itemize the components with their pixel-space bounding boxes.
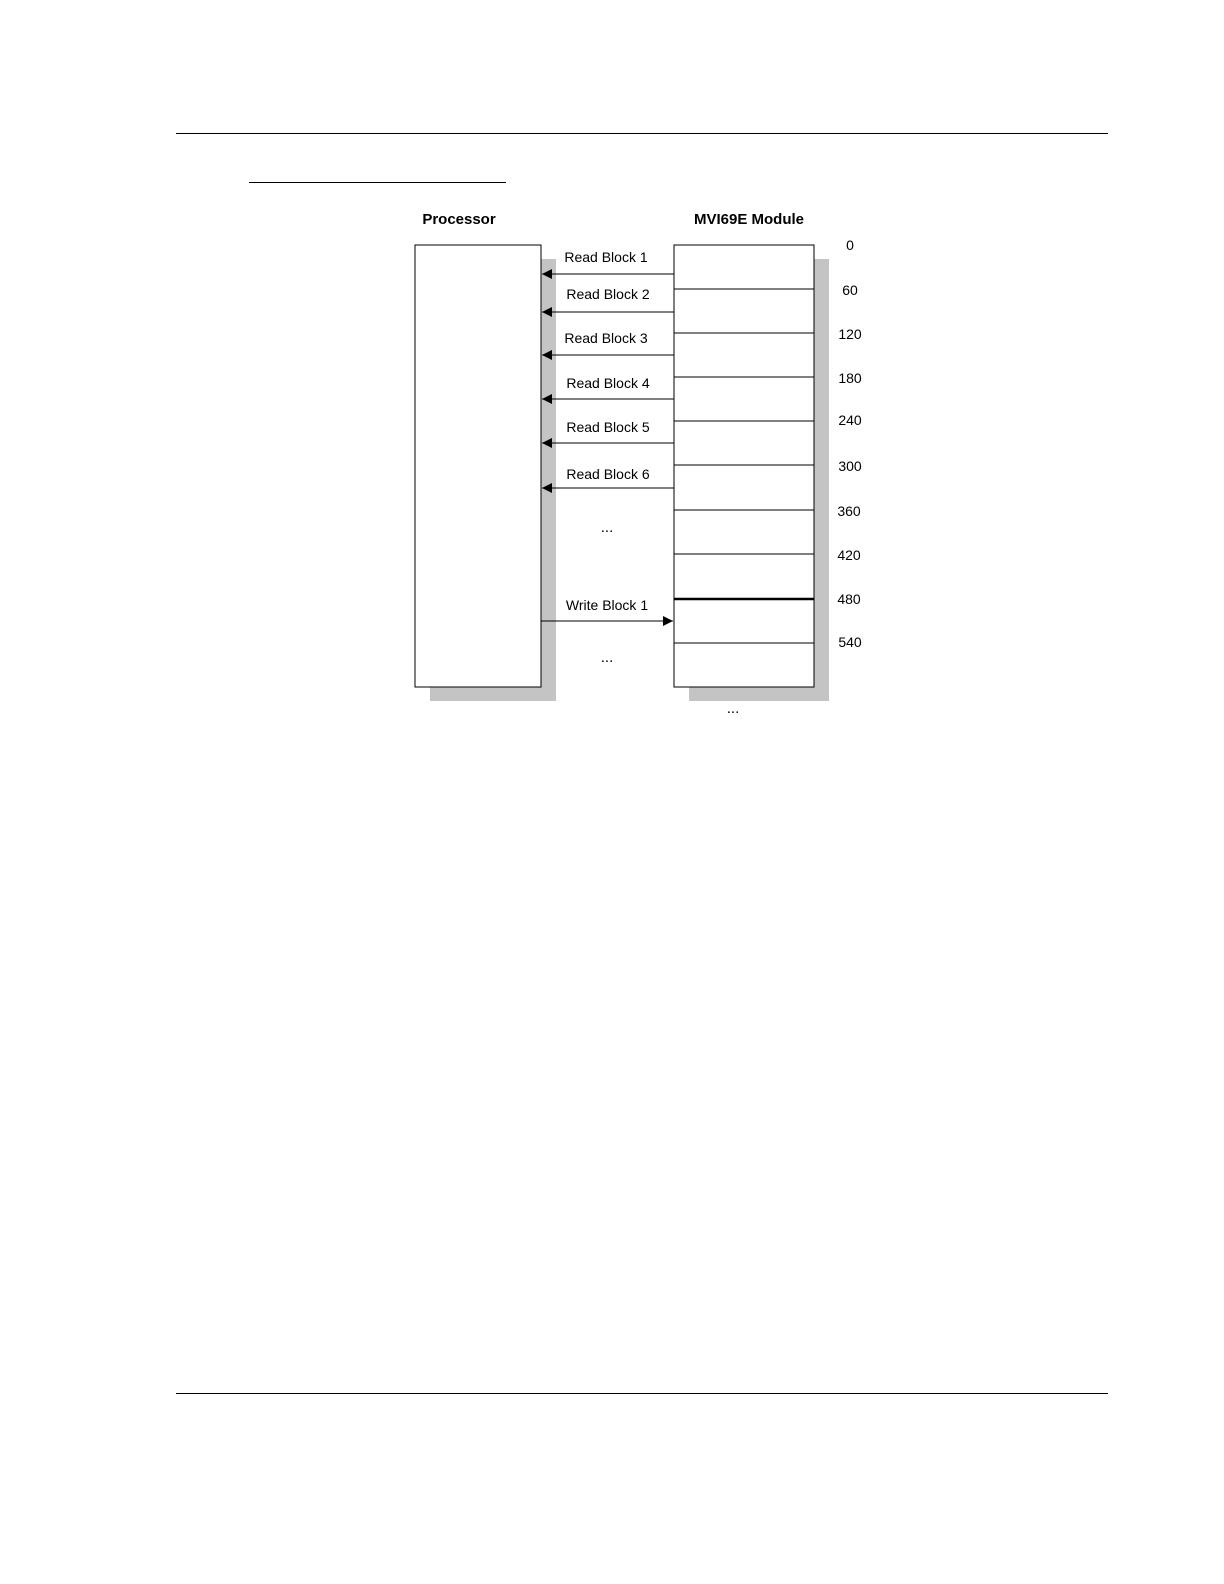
address-label: 420 bbox=[837, 547, 861, 563]
processor-title: Processor bbox=[422, 211, 496, 228]
module-title: MVI69E Module bbox=[693, 211, 805, 228]
address-label: 300 bbox=[838, 458, 862, 474]
write-ellipsis: ... bbox=[600, 649, 614, 666]
address-labels bbox=[837, 237, 862, 650]
module-continuation-ellipsis: ... bbox=[726, 700, 740, 717]
read-ellipsis: ... bbox=[600, 519, 614, 536]
read-block-label: Read Block 2 bbox=[566, 286, 650, 302]
read-block-label: Read Block 3 bbox=[564, 330, 648, 346]
address-label: 120 bbox=[838, 326, 862, 342]
write-transfers bbox=[541, 597, 673, 621]
module-box bbox=[674, 245, 814, 687]
read-transfers bbox=[542, 249, 674, 488]
address-label: 0 bbox=[846, 237, 854, 253]
address-label: 360 bbox=[837, 503, 861, 519]
read-block-label: Read Block 1 bbox=[564, 249, 648, 265]
read-block-label: Read Block 6 bbox=[566, 466, 650, 482]
processor-box bbox=[415, 245, 541, 687]
read-block-label: Read Block 4 bbox=[566, 375, 650, 391]
address-label: 540 bbox=[838, 634, 862, 650]
address-label: 60 bbox=[842, 282, 858, 298]
address-label: 180 bbox=[838, 370, 862, 386]
write-block-label: Write Block 1 bbox=[565, 597, 649, 613]
address-label: 240 bbox=[838, 412, 862, 428]
read-block-label: Read Block 5 bbox=[566, 419, 650, 435]
address-label: 480 bbox=[837, 591, 861, 607]
